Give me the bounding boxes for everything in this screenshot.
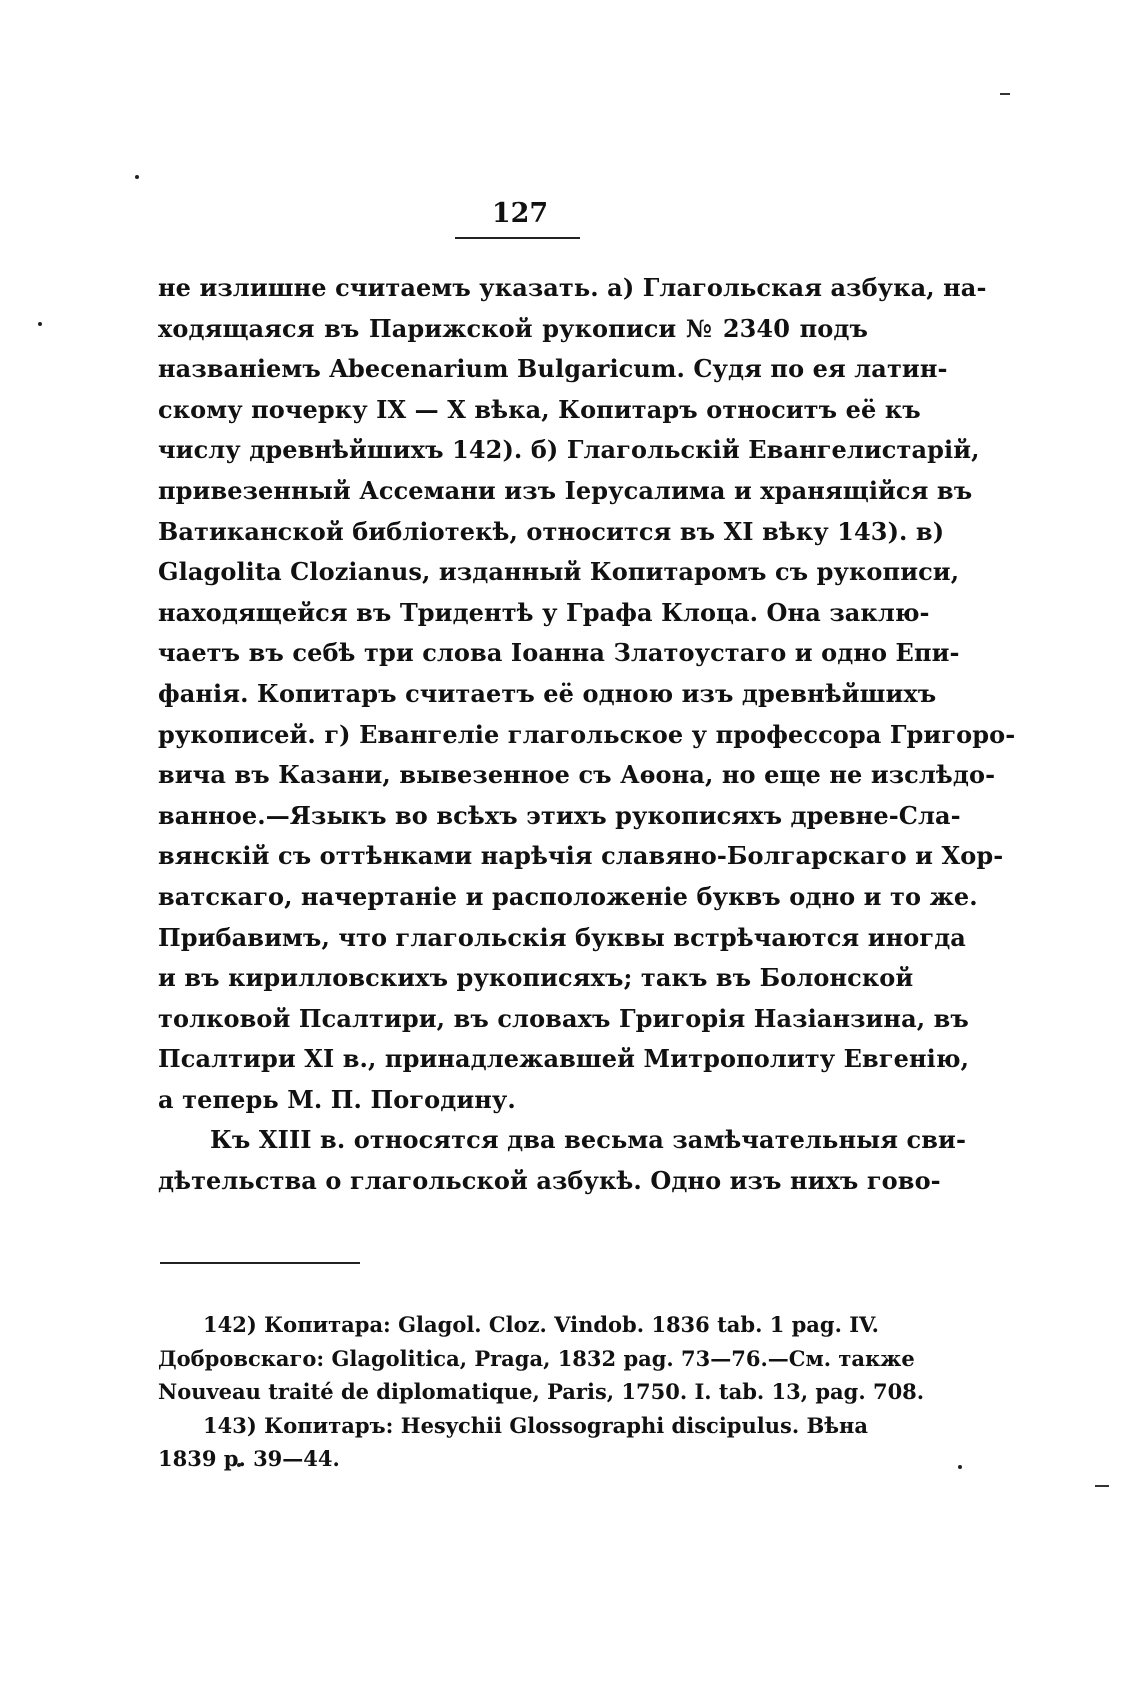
- main-text: [158, 268, 1016, 1202]
- text-line: фанія. Копитаръ считаетъ её одною изъ древнѣйшихъ: [158, 678, 937, 708]
- scan-speck: [38, 322, 42, 326]
- text-line: названіемъ Abecenarium Bulgaricum. Судя по ея латин-: [158, 354, 948, 384]
- text-line: привезенный Ассемани изъ Іерусалима и хранящійся въ: [158, 475, 973, 505]
- text-line: Прибавимъ, что глагольскія буквы встрѣчаются иногда: [158, 922, 966, 952]
- text-line: вича въ Казани, вывезенное съ Аѳона, но еще не изслѣдо-: [158, 760, 996, 790]
- scan-speck: [958, 1465, 962, 1469]
- page-number: 127: [491, 198, 549, 229]
- text-line: ванное.—Языкъ во всѣхъ этихъ рукописяхъ древне-Сла-: [158, 800, 961, 830]
- footnote-line: 142) Копитара: Glagol. Cloz. Vindob. 1836 tab. 1 pag. IV.: [203, 1312, 879, 1337]
- footnote-rule: [160, 1262, 360, 1264]
- text-line: толковой Псалтири, въ словахъ Григорія Назіанзина, въ: [158, 1003, 969, 1033]
- header-rule: [455, 237, 580, 239]
- footnote-line: 143) Копитаръ: Hesychii Glossographi discipulus. Вѣна: [203, 1412, 868, 1438]
- text-line: рукописей. г) Евангеліе глагольское у профессора Григоро-: [158, 719, 1016, 749]
- text-line: дѣтельства о глагольской азбукѣ. Одно изъ нихъ гово-: [158, 1166, 941, 1196]
- text-line: и въ кирилловскихъ рукописяхъ; такъ въ Болонской: [158, 963, 914, 993]
- scan-speck: [135, 175, 139, 179]
- text-line: Glagolita Clozianus, изданный Копитаромъ съ рукописи,: [158, 557, 960, 587]
- text-line: Ватиканской библіотекѣ, относится въ XI вѣку 143). в): [158, 516, 945, 546]
- text-line: находящейся въ Тридентѣ у Графа Клоца. Она заклю-: [158, 597, 930, 627]
- footnote-line: 1839 p. 39—44.: [158, 1446, 340, 1471]
- text-line: а теперь М. П. Погодину.: [158, 1084, 516, 1114]
- footnotes: [158, 1308, 925, 1476]
- text-line: Къ XIII в. относятся два весьма замѣчательныя сви-: [210, 1125, 967, 1155]
- text-line: скому почерку IX — X вѣка, Копитаръ относитъ её къ: [158, 394, 921, 424]
- text-line: ходящаяся въ Парижской рукописи № 2340 подъ: [158, 313, 868, 343]
- text-line: Псалтири XI в., принадлежавшей Митрополиту Евгенію,: [158, 1044, 970, 1074]
- text-line: вянскій съ оттѣнками нарѣчія славяно-Болгарскаго и Хор-: [158, 841, 1004, 871]
- scan-mark: [1000, 93, 1010, 95]
- footnote-line: Nouveau traité de diplomatique, Paris, 1750. I. tab. 13, pag. 708.: [158, 1379, 925, 1404]
- scan-mark: [1095, 1485, 1109, 1487]
- text-line: ватскаго, начертаніе и расположеніе буквъ одно и то же.: [158, 881, 978, 911]
- text-line: чаетъ въ себѣ три слова Іоанна Златоустаго и одно Епи-: [158, 638, 960, 668]
- footnote-line: Добровскаго: Glagolitica, Praga, 1832 pag. 73—76.—См. также: [158, 1345, 915, 1371]
- text-line: числу древнѣйшихъ 142). б) Глагольскій Евангелистарій,: [158, 435, 980, 465]
- text-line: не излишне считаемъ указать. а) Глагольская азбука, на-: [158, 273, 987, 302]
